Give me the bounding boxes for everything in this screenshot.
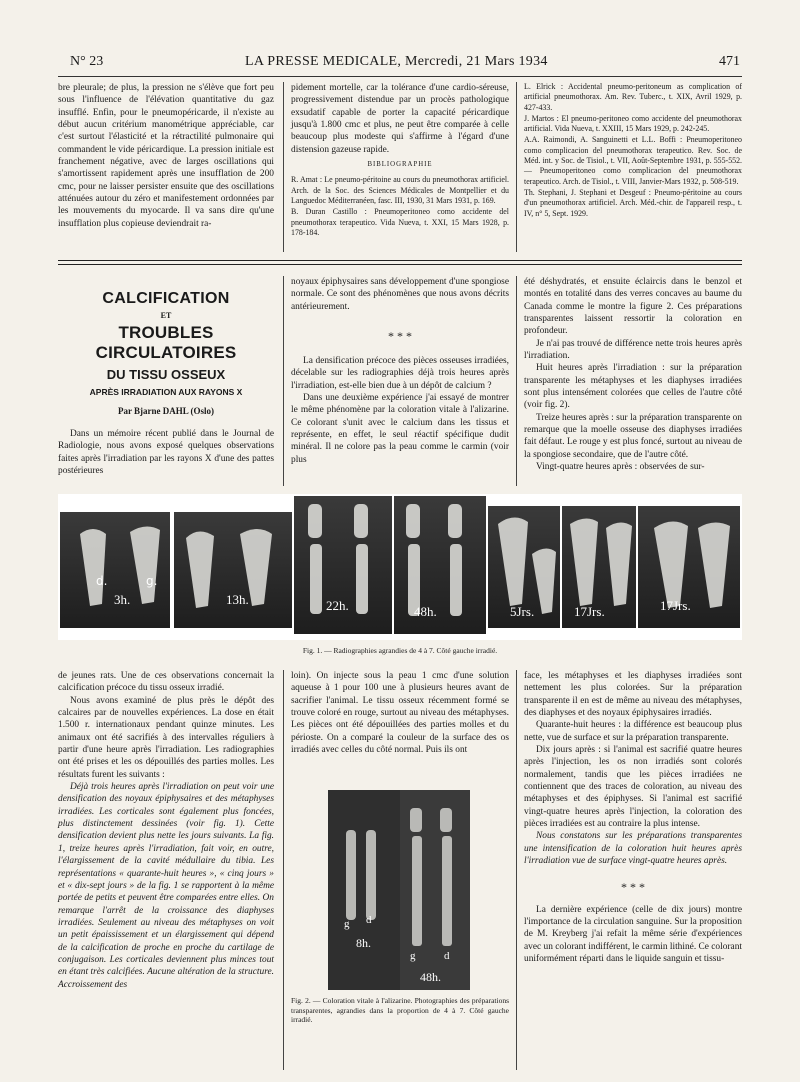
col1-paragraph: Déjà trois heures après l'irradiation on peut voir une densification des noyaux épiphysaires et des métaphyses irradiées. Les corticales sont également plus foncées, plus distinctement dessinées (voir fig. 1). Cette densification devient plus nette les jours suivants. La fig. 1, treize heures après l'irradiation, fait voir, en outre, l'élargissement de la cavité médullaire du tibia. Les représentations « quarante-huit heures », « cinq jours » et « dix-sept jours » de la fig. 1 se rapportent à la même portée de petits et peuvent être comparées entre elles. On remarque l'arrêt de la croissance des diaphyses irradiées. Seulement au niveau des métaphyses on voit un petit épaississement et un élargissement qui dépend de la calcification de proche en proche du cartilage de conjugaison. Les corticales deviennent plus minces tout en étant très calcifiées. Aucune altération de la structure. Accroissement des: [58, 782, 274, 990]
bib-entry: B. Duran Castillo : Pneumoperitoneo como accidente del pneumothorax terapeutico. Vida Nueva, t. XXI, 15 Mars 1928, p. 178-184.: [291, 207, 509, 237]
header-rule: [58, 76, 742, 77]
fig1-time-label: 22h.: [326, 598, 349, 613]
bibliography-col2: [291, 175, 509, 238]
section-stars: * * *: [621, 879, 645, 894]
figure-1-image: [58, 494, 742, 640]
col3-paragraph: Huit heures après l'irradiation : sur la préparation transparente les métaphyses et les diaphyses irradiées sont plus intensément colorées que celles de l'autre côté (voir fig. 2).: [524, 363, 742, 411]
col3-paragraph: Dix jours après : si l'animal est sacrifié quatre heures après l'injection, les os non irradiés sont colorés normalement, tandis que les pièces irradiées ne contiennent que des traces de coloration, au niveau des métaphyses et des épiphyses. Si l'animal est sacrifié vingt-quatre heures après l'injection, la coloration des pièces irradiées est au contraire la plus intense.: [524, 745, 742, 830]
article-col3-bottom: [524, 670, 742, 965]
section-stars: * * *: [388, 329, 412, 344]
intro-paragraph: Dans un mémoire récent publié dans le Journal de Radiologie, nous avons exposé quelques observations faites après l'irradiation par les rayons X d'une des pattes postérieures: [58, 429, 274, 477]
figure-1-radiographs: [58, 494, 742, 640]
col2-paragraph: noyaux épiphysaires sans développement d'une spongiose normale. Ce sont des phénomènes que nous avons décrits antérieurement.: [291, 277, 509, 312]
article-col1-bottom: [58, 670, 274, 991]
panel-label-g: g.: [146, 574, 158, 588]
fig2-label: d: [444, 950, 450, 962]
col3-paragraph: Treize heures après : sur la préparation transparente on remarque que la moelle osseuse des diaphyses irradiées fait défaut. Le rouge y est plus foncé, surtout au niveau de la spongiose secondaire, que de l'autre côté.: [524, 412, 742, 460]
fig2-time-label: 8h.: [356, 936, 371, 950]
article-col2-bottom: [291, 670, 509, 756]
fig1-time-label: 48h.: [414, 604, 437, 619]
col3-paragraph: été déshydratés, et ensuite éclaircis dans le benzol et montés en totalité dans des verres concaves au baume du Canada comme le montre la figure 2. Ces préparations transparentes laissent ressortir la coloration en profondeur.: [524, 277, 742, 337]
fig1-time-label: 5Jrs.: [510, 604, 535, 619]
title-line-2: TROUBLES CIRCULATOIRES: [95, 323, 237, 362]
fig2-label: g: [344, 918, 350, 930]
fig2-label: g: [410, 950, 416, 962]
running-header: [70, 54, 740, 74]
column-divider: [516, 276, 517, 486]
fig1-time-label: 17Jrs.: [660, 598, 691, 613]
col2-paragraph: loin). On injecte sous la peau 1 cmc d'une solution aqueuse à 1 pour 100 une à plusieurs heures avant de sacrifier l'animal. Le tissu osseux récemment formé se trouve coloré en rouge, surtout au niveau des métaphyses. Les pièces ont été dépouillées des parties molles et du périoste. On a comparé la couleur de la surface des os irradiés avec celles du côté normal. Puis ils ont: [291, 671, 509, 756]
page-number: 471: [719, 54, 740, 69]
col2-paragraph: La densification précoce des pièces osseuses irradiées, décelable sur les radiographies déjà trois heures après l'irradiation, est-elle bien due à un dépôt de calcium ?: [291, 356, 509, 391]
fig1-time-label: 3h.: [114, 592, 131, 607]
bib-entry: L. Elrick : Accidental pneumo-peritoneum as complication of artificial pneumothorax. Am. Rev. Tuberc., t. XIX, Avril 1929, p. 427-433.: [524, 82, 742, 112]
fig1-time-label: 13h.: [226, 592, 249, 607]
fig2-label: d: [366, 914, 372, 926]
column-divider: [283, 82, 284, 252]
title-line-3: DU TISSU OSSEUX: [106, 367, 226, 382]
bib-entry: A.A. Raimondi, A. Sanguinetti et L.L. Boffi : Pneumoperitoneo como complicacion del pneumothorax terapeutico. Rev. Soc. de Méd. int. y Soc. de Tisiol., t. VII, Août-Septembre 1931, p. 555-552. — Pneumoperitoneo como complicacion del pneumothorax terapeutico. Arch. de Tisiol., t. VIII, Janvier-Mars 1932, p. 508-519.: [524, 135, 742, 186]
article-col2-top: [291, 276, 509, 466]
title-line-4: APRÈS IRRADIATION AUX RAYONS X: [89, 387, 243, 397]
col1-paragraph: Nous avons examiné de plus près le dépôt des calcaires par de nouvelles expériences. La dose en était 1.500 r. internationaux pendant quinze minutes. Les animaux ont été sacrifiés à des intervalles réguliers à partir d'une heure après l'irradiation. Les radiographies ont été prises et les os dépouillés des parties molles. Les résultats furent les suivants :: [58, 695, 274, 780]
article-author: Par Bjarne DAHL (Oslo): [117, 406, 215, 416]
bib-entry: J. Martos : El pneumo-peritoneo como accidente del pneumothorax artificial. Vida Nueva, t. XXIII, 15 Mars 1929, p. 242-245.: [524, 113, 742, 134]
col1-paragraph: de jeunes rats. Une de ces observations concernait la calcification précoce du tissu osseux irradié.: [58, 671, 274, 694]
panel-label-d: d.: [96, 574, 108, 588]
col3-paragraph: La dernière expérience (celle de dix jours) montre l'importance de la circulation sanguine. Sur la proposition de M. Kreyberg j'ai refait la même série d'expériences avec un colorant indifférent, le carmin lithiné. Ce colorant uniformément réparti dans le liquide sanguin et tissu-: [524, 904, 742, 964]
journal-title: LA PRESSE MEDICALE, Mercredi, 21 Mars 1934: [245, 54, 548, 69]
prev-article-text-1: bre pleurale; de plus, la pression ne s'élève que fort peu sous l'influence de l'élévation quantitative du gaz insufflé. Enfin, pour le pneumopéricarde, il n'existe au début aucun critérium manométrique appréciable, car c'est surtout l'élasticité et la rétractilité pulmonaire qui commandent le vide péricardique. La pression initiale est franchement négative, avec de larges oscillations qui s'amortissent rapidement après une insufflation de 200 cmc, pour ne laisser persister ensuite que des oscillations atténuées autour du zéro et manifestement ordonnées par les mouvements du myocarde. Il va sans dire qu'une insufflation plus copieuse deviendrait ra-: [58, 83, 274, 229]
col3-paragraph: Vingt-quatre heures après : observées de sur-: [536, 462, 705, 473]
article-intro: [58, 428, 274, 477]
col3-paragraph: Nous constatons sur les préparations transparentes une intensification de la coloration huit heures après l'irradiation vue de surface vingt-quatre heures après.: [524, 831, 742, 867]
bib-entry: R. Amat : Le pneumo-péritoine au cours du pneumothorax artificiel. Arch. de la Soc. des Sciences Médicales de Montpellier et du Languedoc Méditerranéen, fasc. III, 1930, 31 Mars 1931, p. 169.: [291, 175, 509, 205]
column-divider: [283, 670, 284, 1070]
col3-paragraph: Je n'ai pas trouvé de différence nette trois heures après l'irradiation.: [524, 338, 742, 362]
article-col3-top: [524, 276, 742, 474]
col3-paragraph: Quarante-huit heures : la différence est beaucoup plus nette, vue de surface et sur la préparation transparente.: [524, 720, 742, 743]
title-line-1: CALCIFICATION: [102, 290, 230, 307]
bibliography-heading: BIBLIOGRAPHIE: [367, 161, 433, 169]
article-separator: [58, 260, 742, 265]
figure-1-caption: Fig. 1. — Radiographies agrandies de 4 à 7. Côté gauche irradié.: [302, 646, 498, 655]
prev-article-text-2: pidement mortelle, car la tolérance d'une cardio-séreuse, progressivement distendue par un procès pathologique exsudatif capable de porter la capacité péricardique jusqu'à 1.800 cmc et plus, ne peut être comparée à celle beaucoup plus modeste qui s'affirme à l'égard d'une distension gazeuse rapide.: [291, 83, 509, 155]
figure-2-caption: Fig. 2. — Coloration vitale à l'alizarine. Photographies des préparations transparentes, agrandies dans la proportion de 4 à 7. Côté gauche irradié.: [291, 996, 509, 1024]
bibliography-col3: [524, 82, 742, 219]
figure-2-photo: [328, 790, 470, 990]
title-conjunction: ET: [160, 311, 172, 320]
prev-article-col2: [291, 82, 509, 238]
fig2-time-label: 48h.: [420, 970, 441, 984]
fig1-time-label: 17Jrs.: [574, 604, 605, 619]
prev-article-col1: [58, 82, 274, 230]
issue-number: N° 23: [70, 54, 104, 69]
column-divider: [516, 82, 517, 252]
article-title-block: [58, 290, 274, 416]
bib-entry: Th. Stephani, J. Stephani et Desgeuf : Pneumo-péritoine au cours d'un pneumothorax artificiel. Arch. Méd.-chir. de l'appareil resp., t. IV, n° 5, Sept. 1929.: [524, 187, 742, 218]
col2-paragraph: Dans une deuxième expérience j'ai essayé de montrer le même phénomène par la coloration vitale à l'alizarine. Ce colorant s'unit avec le calcium dans les tissus et représente, en effet, le seul réactif spécifique dudit minéral. Il ne colore pas la peau comme le carmin (voir plus: [291, 393, 509, 465]
column-divider: [283, 276, 284, 486]
col3-paragraph: face, les métaphyses et les diaphyses irradiées sont nettement les plus colorées. Sur la préparation transparente il en est de même au niveau des métaphyses, des diaphyses et des noyaux épiphysaires irradiés.: [524, 671, 742, 719]
column-divider: [516, 670, 517, 1070]
